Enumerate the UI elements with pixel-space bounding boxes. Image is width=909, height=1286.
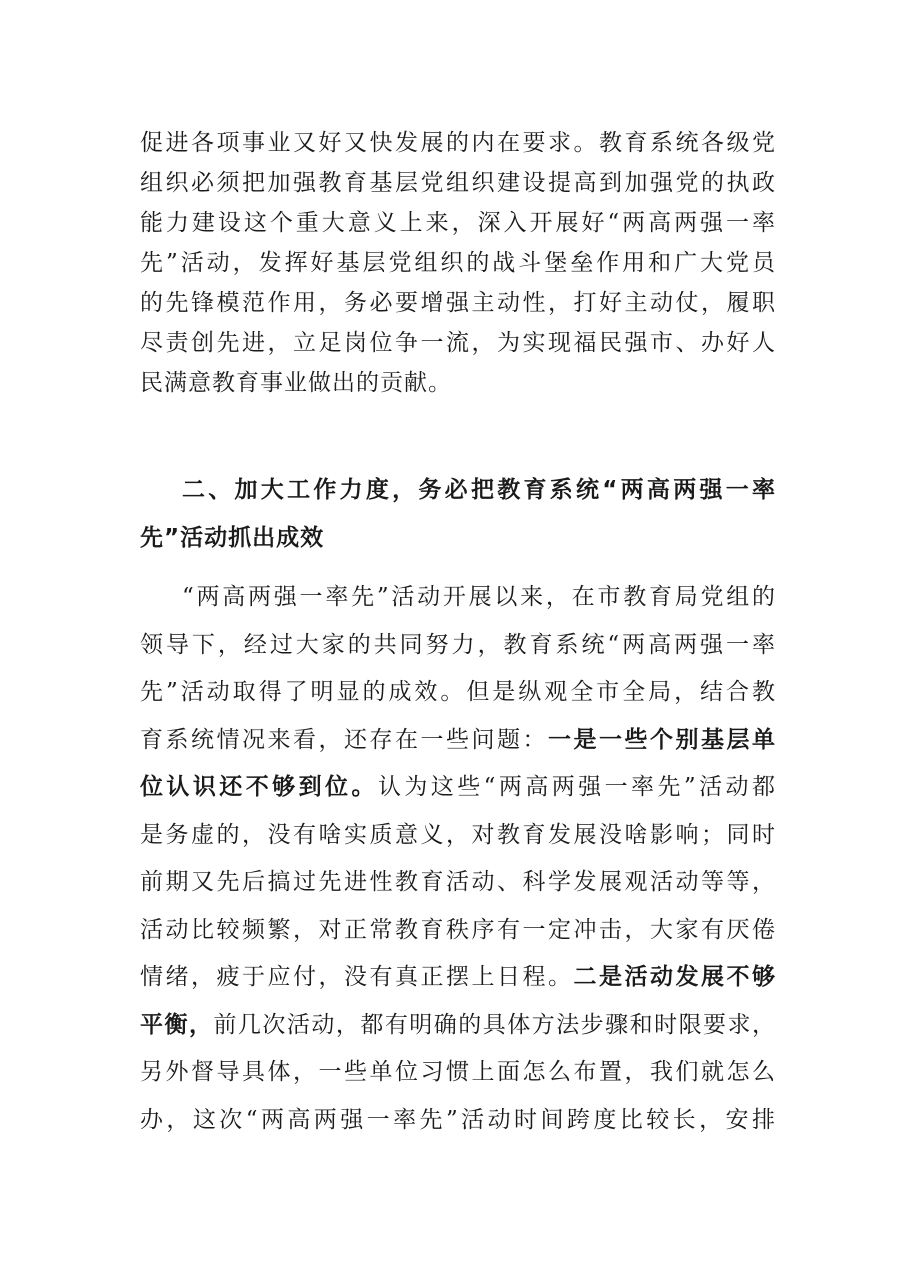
emphasis-text: 一是一些个别基层单 [548,727,776,753]
body-text-line: 办，这次“两高两强一率先”活动时间跨度比较长，安排 [140,1107,776,1133]
body-text-line: 先”活动，发挥好基层党组织的战斗堡垒作用和广大党员 [140,250,776,276]
body-text-line: “两高两强一率先”活动开展以来，在市教育局党组的 [182,584,776,610]
body-text-segment: 情绪，疲于应付，没有真正摆上日程。 [140,964,574,990]
body-text-segment: 育系统情况来看，还存在一些问题： [140,727,548,753]
body-text-line [140,767,776,807]
body-text-line: 前期又先后搞过先进性教育活动、科学发展观活动等等， [140,869,776,895]
body-text-line [140,720,776,760]
body-text-line: 民满意教育事业做出的贡献。 [140,370,452,396]
emphasis-text: 位认识还不够到位。 [140,774,378,800]
emphasis-text: 平衡， [140,1012,214,1038]
body-text-segment: 前几次活动，都有明确的具体方法步骤和时限要求， [213,1012,777,1038]
body-text-line [140,1005,776,1045]
emphasis-text: 二是活动发展不够 [573,964,776,990]
section-heading: 二、加大工作力度，务必把教育系统“两高两强一率 [182,477,776,503]
body-text-line: 能力建设这个重大意义上来，深入开展好“两高两强一率 [140,210,776,236]
body-text-line: 活动比较频繁，对正常教育秩序有一定冲击，大家有厌倦 [140,917,776,943]
body-text-line: 另外督导具体，一些单位习惯上面怎么布置，我们就怎么 [140,1059,776,1085]
body-text-line: 组织必须把加强教育基层党组织建设提高到加强党的执政 [140,170,776,196]
body-text-line: 是务虚的，没有啥实质意义，对教育发展没啥影响；同时 [140,822,776,848]
body-text-line [140,957,776,997]
section-heading: 先”活动抓出成效 [140,525,325,551]
body-text-line: 先”活动取得了明显的成效。但是纵观全市全局，结合教 [140,679,776,705]
body-text-line: 促进各项事业又好又快发展的内在要求。教育系统各级党 [140,130,776,156]
body-text-segment: 认为这些“两高两强一率先”活动都 [377,774,776,800]
body-text-line: 的先锋模范作用，务必要增强主动性，打好主动仗，履职 [140,290,776,316]
body-text-line: 尽责创先进，立足岗位争一流，为实现福民强市、办好人 [140,330,776,356]
body-text-line: 领导下，经过大家的共同努力，教育系统“两高两强一率 [140,632,776,658]
